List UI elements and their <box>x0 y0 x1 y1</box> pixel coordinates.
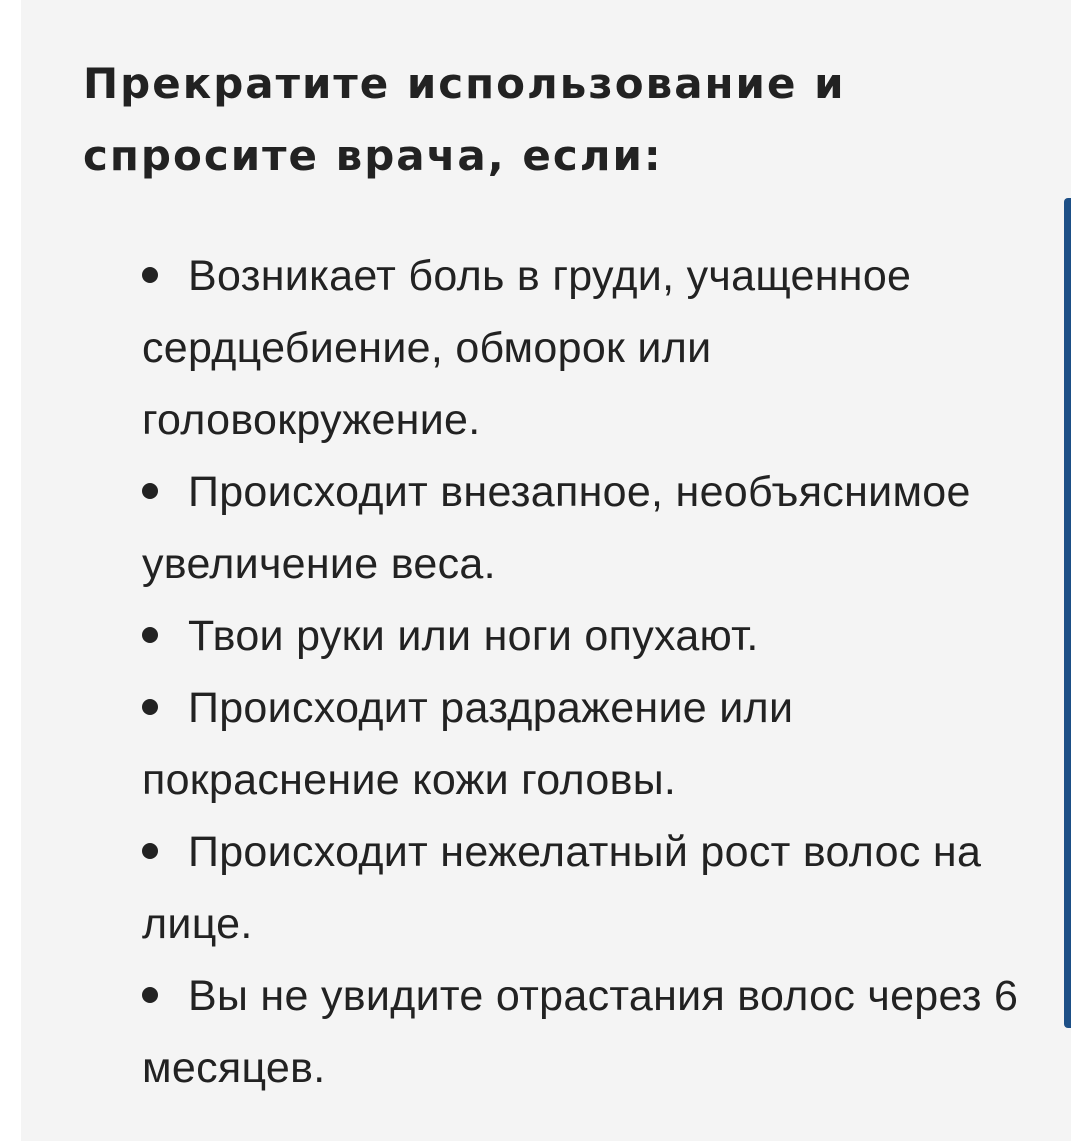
list-item-text: Вы не увидите отрастания волос через 6 месяцев. <box>142 972 1019 1092</box>
list-item <box>142 960 1062 1104</box>
list-item-text: Происходит внезапное, необъяснимое увеличение веса. <box>142 468 971 588</box>
list-item-text: Твои руки или ноги опухают. <box>188 612 759 660</box>
list-item <box>142 816 1062 960</box>
bullet-icon <box>142 627 158 643</box>
warning-heading: Прекратите использование и спросите врача, если: <box>83 59 846 180</box>
list-item-text: Происходит раздражение или покраснение кожи головы. <box>142 684 794 804</box>
list-item-text: Возникает боль в груди, учащенное сердцебиение, обморок или головокружение. <box>142 252 912 444</box>
list-item <box>142 456 1062 600</box>
list-item <box>142 672 1062 816</box>
list-item <box>142 600 1062 672</box>
bullet-icon <box>142 267 158 283</box>
warning-list <box>142 240 1062 1104</box>
list-item <box>142 240 1062 456</box>
bullet-icon <box>142 699 158 715</box>
warning-panel <box>21 0 1071 1141</box>
bullet-icon <box>142 483 158 499</box>
bullet-icon <box>142 987 158 1003</box>
scroll-indicator[interactable] <box>1064 198 1071 1028</box>
bullet-icon <box>142 843 158 859</box>
list-item-text: Происходит нежелатный рост волос на лице. <box>142 828 982 948</box>
